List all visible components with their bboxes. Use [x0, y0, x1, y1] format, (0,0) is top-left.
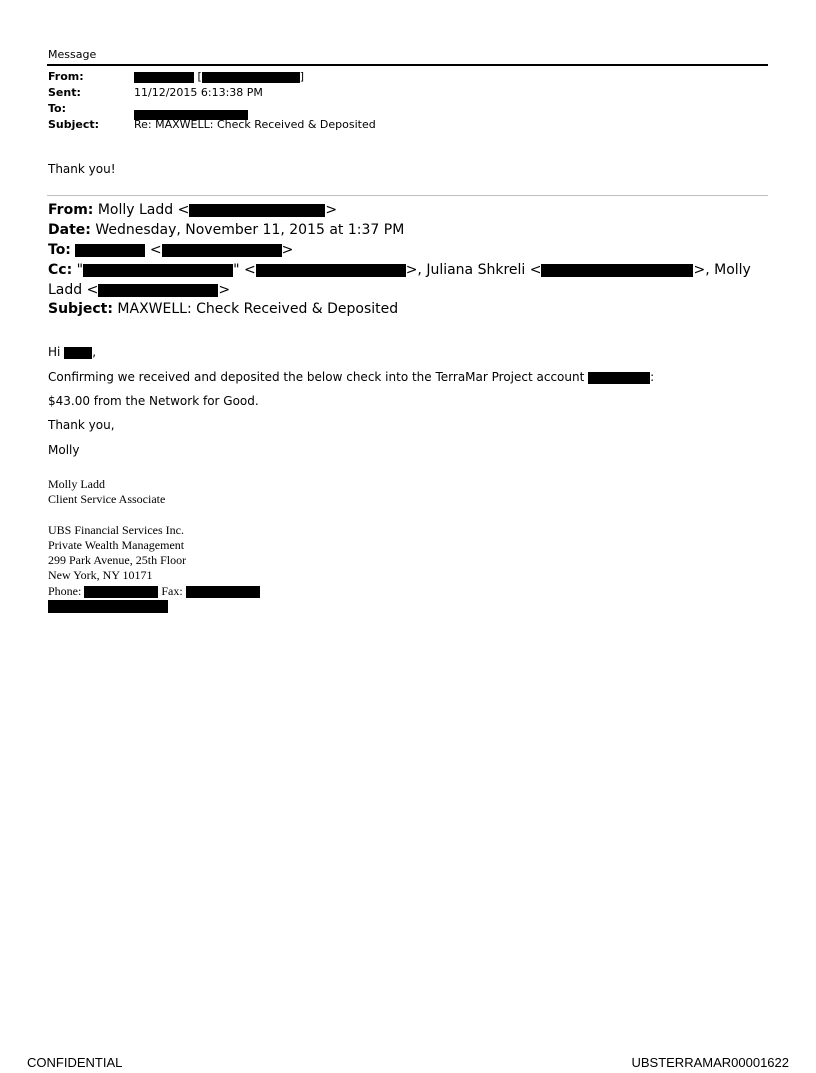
quoted-subject-value: MAXWELL: Check Received & Deposited	[117, 301, 399, 317]
quoted-cc-line: Cc: " " < >, Juliana Shkreli < >, Molly	[48, 262, 751, 278]
quoted-from-label: From:	[48, 202, 94, 218]
header-rule	[47, 64, 768, 66]
to-label: To:	[48, 102, 66, 115]
footer-confidential: CONFIDENTIAL	[27, 1055, 123, 1070]
signature-division: Private Wealth Management	[48, 538, 185, 552]
quoted-to-line: To: < >	[48, 242, 294, 258]
quoted-cc-line-2: Ladd < >	[48, 282, 231, 298]
quoted-to-label: To:	[48, 242, 71, 258]
signature-company: UBS Financial Services Inc.	[48, 523, 184, 537]
redaction	[162, 244, 282, 257]
message-label: Message	[48, 48, 97, 61]
cc-ladd: Ladd <	[48, 282, 99, 298]
from-label: From:	[48, 70, 84, 83]
cc-molly: >, Molly	[693, 262, 751, 278]
greeting: Hi	[48, 345, 61, 359]
cc-juliana: >, Juliana Shkreli <	[405, 262, 542, 278]
redaction	[64, 347, 92, 359]
redaction	[98, 284, 218, 297]
subject-value: Re: MAXWELL: Check Received & Deposited	[134, 118, 376, 131]
redaction	[541, 264, 693, 277]
signature-address2: New York, NY 10171	[48, 568, 153, 582]
thanks-line: Thank you,	[48, 418, 115, 432]
redaction	[83, 264, 233, 277]
footer-bates-number: UBSTERRAMAR00001622	[631, 1055, 789, 1070]
quoted-subject-label: Subject:	[48, 301, 113, 317]
signature-address1: 299 Park Avenue, 25th Floor	[48, 553, 187, 567]
signature-title: Client Service Associate	[48, 492, 166, 506]
confirm-text: Confirming we received and deposited the below check into the TerraMar Project account	[48, 370, 585, 384]
amount-line: $43.00 from the Network for Good.	[48, 394, 259, 408]
sent-label: Sent:	[48, 86, 81, 99]
subject-label: Subject:	[48, 118, 100, 131]
redaction	[202, 72, 300, 83]
redaction	[189, 204, 325, 217]
signature-contact	[48, 584, 260, 599]
redaction	[256, 264, 406, 277]
quoted-from-name: Molly Ladd <	[97, 202, 190, 218]
redaction	[48, 600, 168, 613]
redaction	[75, 244, 145, 257]
quoted-date-value: Wednesday, November 11, 2015 at 1:37 PM	[95, 222, 405, 238]
redaction	[186, 586, 260, 598]
signature-name: Molly Ladd	[48, 477, 105, 491]
from-value: [ ]	[134, 70, 304, 83]
greeting-line: Hi ,	[48, 345, 97, 359]
quoted-date-label: Date:	[48, 222, 91, 238]
phone-label: Phone:	[48, 584, 82, 598]
quoted-subject-line	[48, 301, 398, 317]
redaction	[84, 586, 158, 598]
quoted-from-line: From: Molly Ladd < >	[48, 202, 338, 218]
confirm-line: Confirming we received and deposited the below check into the TerraMar Project account :	[48, 370, 655, 384]
redaction	[134, 72, 194, 83]
redaction	[588, 372, 650, 384]
reply-body: Thank you!	[48, 162, 116, 176]
signoff-line: Molly	[48, 443, 80, 457]
quoted-cc-label: Cc:	[48, 262, 73, 278]
quote-separator	[47, 195, 768, 196]
sent-value: 11/12/2015 6:13:38 PM	[134, 86, 263, 99]
quoted-date-line	[48, 222, 404, 238]
fax-label: Fax:	[161, 584, 183, 598]
